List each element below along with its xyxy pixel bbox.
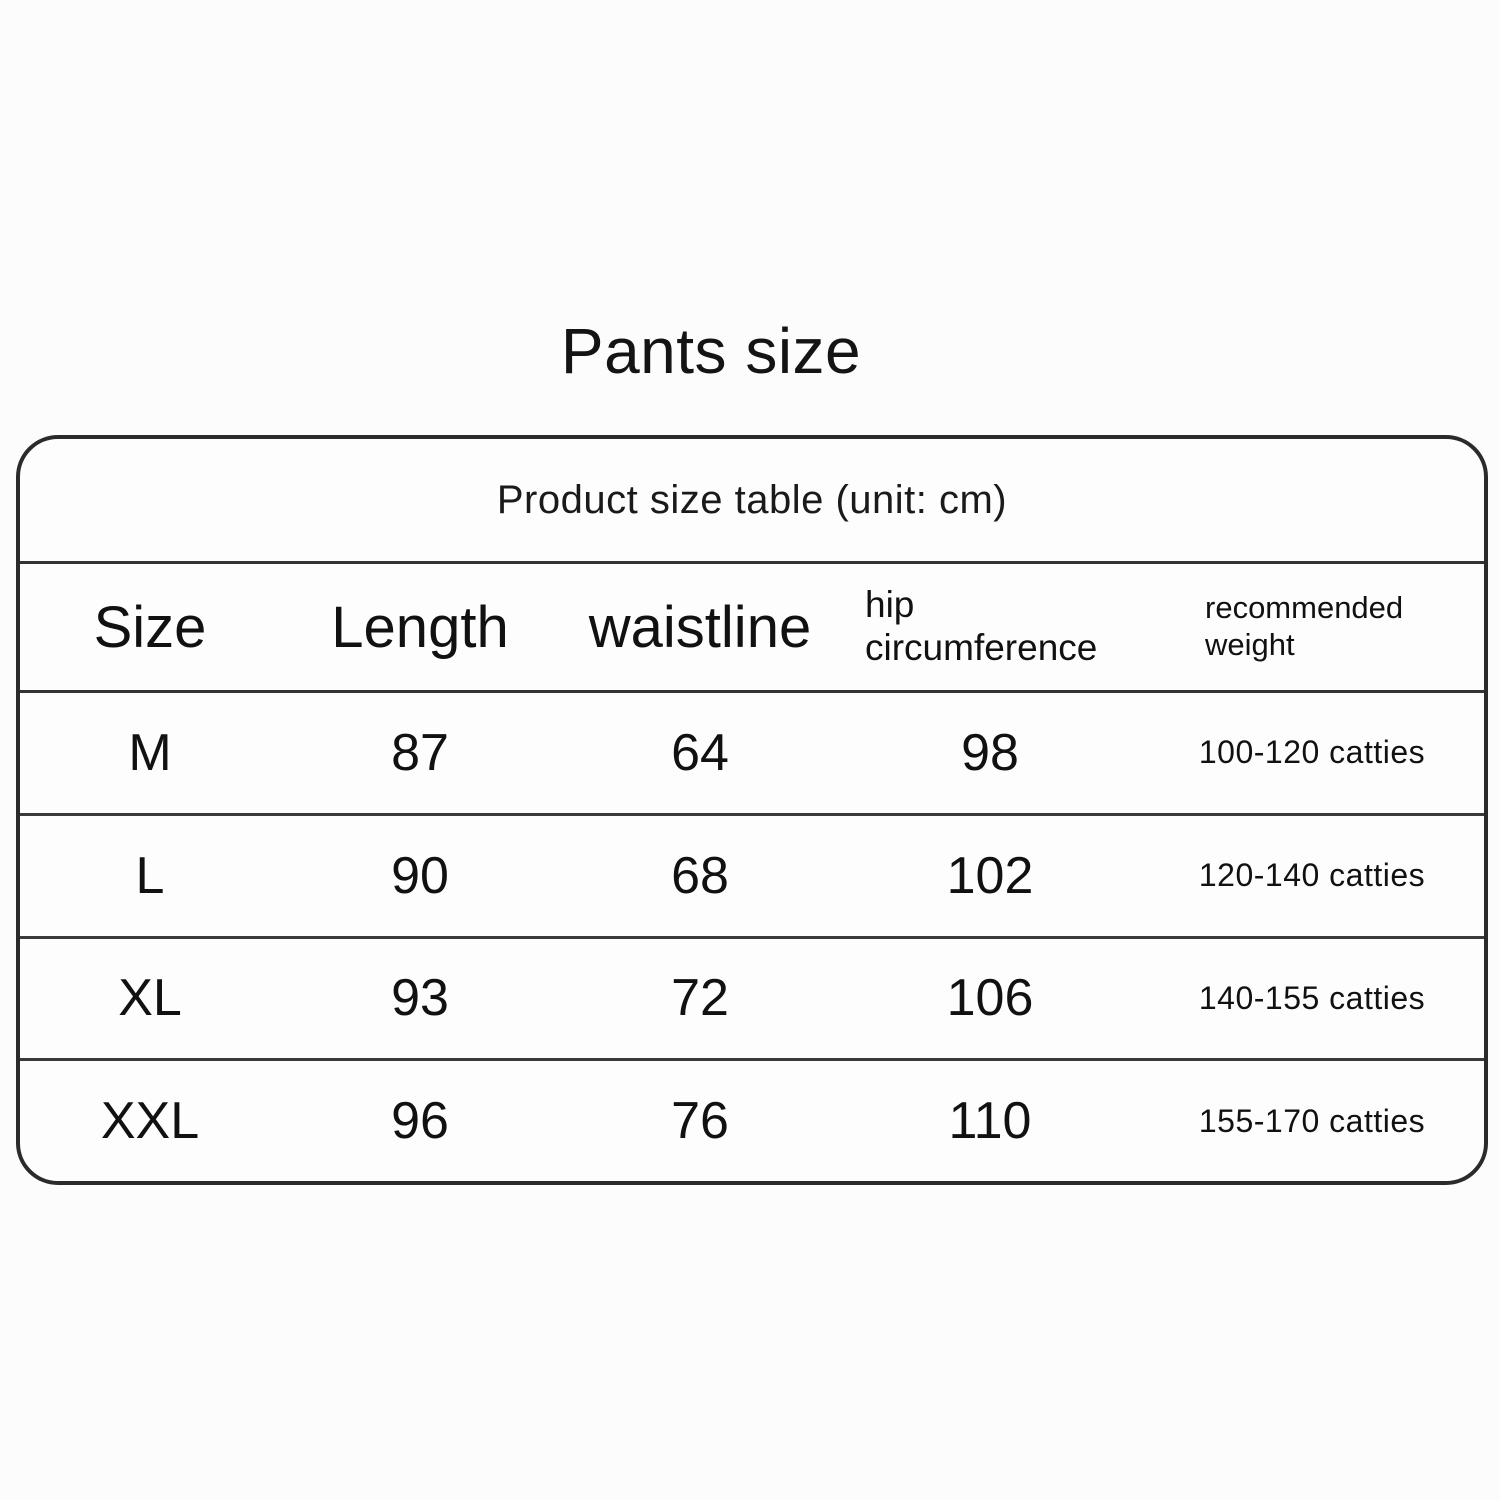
cell-length: 96 [391, 1092, 449, 1151]
size-table [16, 435, 1488, 1185]
cell-length: 93 [391, 969, 449, 1028]
cell-waistline: 64 [671, 723, 729, 782]
column-header-hip-circumference: hip circumference [865, 584, 1098, 668]
table-row-l [20, 816, 1484, 939]
table-row-xxl [20, 1061, 1484, 1181]
cell-size: XXL [100, 1092, 200, 1151]
cell-length: 90 [391, 846, 449, 905]
column-header-waistline: waistline [588, 594, 812, 660]
cell-waistline: 68 [671, 846, 729, 905]
table-header-row [20, 564, 1484, 693]
cell-hip: 102 [946, 846, 1034, 905]
page-title: Pants size [560, 315, 862, 387]
cell-length: 87 [391, 723, 449, 782]
table-caption: Product size table (unit: cm) [496, 477, 1008, 522]
cell-waistline: 76 [671, 1092, 729, 1151]
cell-weight: 120-140 catties [1198, 857, 1426, 894]
cell-hip: 110 [948, 1092, 1032, 1151]
cell-size: L [135, 846, 165, 905]
column-header-recommended-weight: recommended weight [1205, 590, 1404, 662]
column-header-length: Length [331, 594, 509, 660]
cell-waistline: 72 [671, 969, 729, 1028]
column-header-size: Size [93, 594, 207, 660]
cell-hip: 106 [946, 969, 1034, 1028]
table-row-m [20, 693, 1484, 816]
cell-size: M [128, 723, 172, 782]
table-row-xl [20, 939, 1484, 1062]
cell-size: XL [118, 969, 182, 1028]
cell-weight: 155-170 catties [1198, 1102, 1426, 1139]
table-caption-row [20, 439, 1484, 564]
cell-hip: 98 [961, 723, 1019, 782]
cell-weight: 140-155 catties [1198, 979, 1426, 1016]
cell-weight: 100-120 catties [1198, 734, 1426, 771]
